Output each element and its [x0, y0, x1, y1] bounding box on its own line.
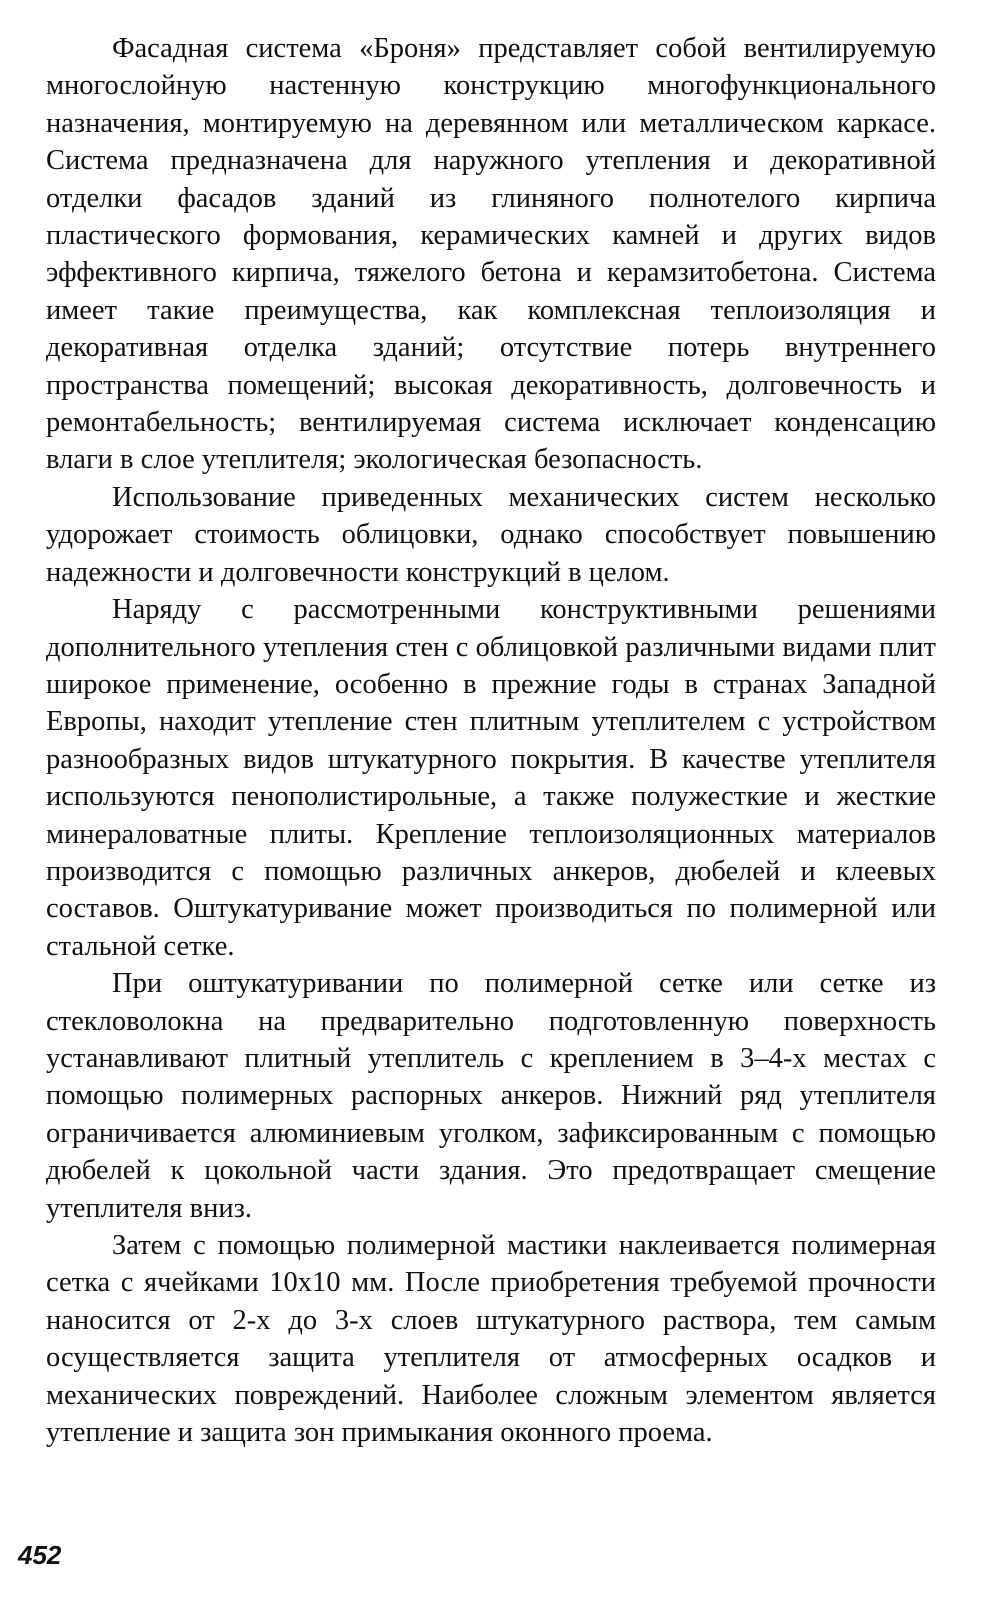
paragraph-facade-system: Фасадная система «Броня» представляет собой вентилируемую многослойную настенную конструкцию многофункционального назначения, монтируемую на деревянном или металлическом каркасе. Система предназначена для наружного утепления и декоративной отделки фасадов зданий из глиняного полнотелого кирпича пластического формования, керамических камней и других видов эффективного кирпича, тяжелого бетона и керамзитобетона. Система имеет такие преимущества, как комплексная теплоизоляция и декоративная отделка зданий; отсутствие потерь внутреннего пространства помещений; высокая декоративность, долговечность и ремонтабельность; вентилируемая система исключает конденсацию влаги в слое утеплителя; экологическая безопасность.: [46, 33, 936, 476]
paragraph-mastic-mesh: Затем с помощью полимерной мастики наклеивается полимерная сетка с ячейками 10х10 мм. После приобретения требуемой прочности наносится от 2-х до 3-х слоев штукатурного раствора, тем самым осуществляется защита утеплителя от атмосферных осадков и механических повреждений. Наиболее сложным элементом является утепление и защита зон примыкания оконного проема.: [46, 1230, 936, 1449]
paragraph-polymer-mesh: При оштукатуривании по полимерной сетке или сетке из стекловолокна на предварительно подготовленную поверхность устанавливают плитный утеплитель с креплением в 3–4-х местах с помощью полимерных распорных анкеров. Нижний ряд утеплителя ограничивается алюминиевым уголком, зафиксированным с помощью дюбелей к цокольной части здания. Это предотвращает смещение утеплителя вниз.: [46, 968, 936, 1224]
paragraph-mechanical-systems: Использование приведенных механических систем несколько удорожает стоимость облицовки, однако способствует повышению надежности и долговечности конструкций в целом.: [46, 481, 936, 588]
paragraph-plaster-insulation: Наряду с рассмотренными конструктивными решениями дополнительного утепления стен с облицовкой различными видами плит широкое применение, особенно в прежние годы в странах Западной Европы, находит утепление стен плитным утеплителем с устройством разнообразных видов штукатурного покрытия. В качестве утеплителя используются пенополистирольные, а также полужесткие и жесткие минераловатные плиты. Крепление теплоизоляционных материалов производится с помощью различных анкеров, дюбелей и клеевых составов. Оштукатуривание может производиться по полимерной или стальной сетке.: [46, 594, 936, 962]
body-text: [46, 30, 936, 1451]
page-number: 452: [18, 1540, 62, 1570]
